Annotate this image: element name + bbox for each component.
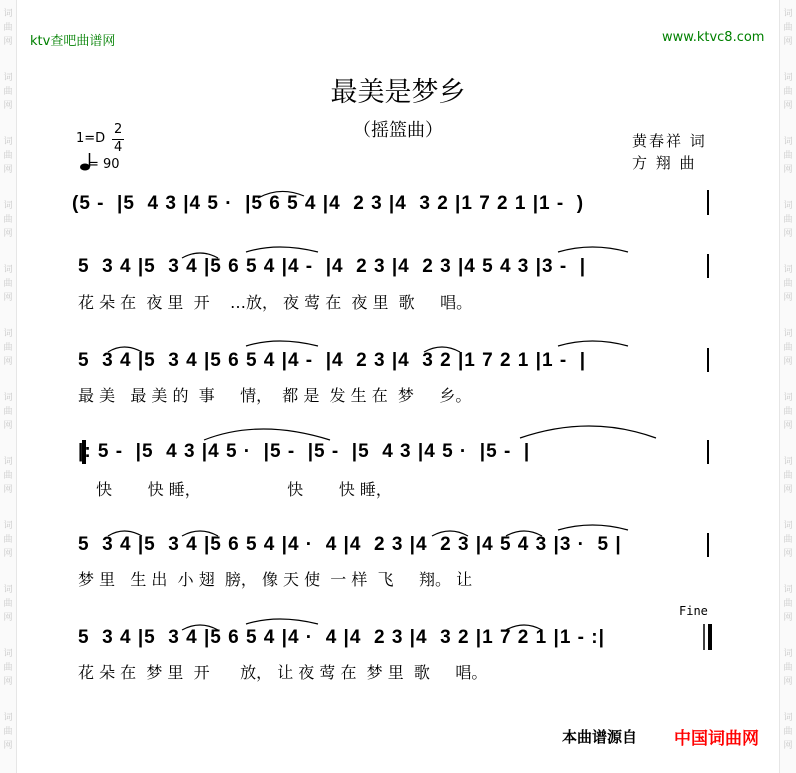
watermark-char: 曲 xyxy=(3,471,13,481)
watermark-char: 词 xyxy=(783,393,793,403)
watermark-char: 曲 xyxy=(3,599,13,609)
watermark-char: 网 xyxy=(783,485,793,495)
watermark-char: 曲 xyxy=(3,663,13,673)
watermark-char: 网 xyxy=(3,357,13,367)
watermark-char: 曲 xyxy=(783,471,793,481)
time-signature-bottom: 4 xyxy=(114,140,123,155)
watermark-char: 网 xyxy=(3,421,13,431)
watermark-char: 词 xyxy=(783,457,793,467)
watermark-char: 曲 xyxy=(3,727,13,737)
slur-line-4a xyxy=(204,429,330,440)
slur-line-3b xyxy=(246,341,318,346)
watermark-char: 曲 xyxy=(3,535,13,545)
fine-marking: Fine xyxy=(679,604,708,618)
watermark-char: 网 xyxy=(783,165,793,175)
score-line-6-notes: 5 3 4 |5 3 4 |5 6 5 4 |4 · 4 |4 2 3 |4 3 2 |1 7 2 1 |1 - :| xyxy=(78,627,605,648)
watermark-char: 词 xyxy=(3,521,13,531)
watermark-char: 网 xyxy=(783,677,793,687)
watermark-char: 网 xyxy=(783,549,793,559)
watermark-char: 曲 xyxy=(783,87,793,97)
watermark-char: 网 xyxy=(783,613,793,623)
watermark-char: 曲 xyxy=(3,407,13,417)
watermark-char: 网 xyxy=(783,37,793,47)
watermark-char: 词 xyxy=(783,201,793,211)
watermark-char: 网 xyxy=(3,677,13,687)
watermark-char: 词 xyxy=(3,649,13,659)
watermark-char: 词 xyxy=(783,137,793,147)
source-label: 本曲谱源自 xyxy=(562,728,638,746)
watermark-char: 网 xyxy=(783,229,793,239)
song-title: 最美是梦乡 xyxy=(330,77,466,108)
watermark-char: 网 xyxy=(3,229,13,239)
watermark-char: 网 xyxy=(783,741,793,751)
watermark-char: 词 xyxy=(3,393,13,403)
watermark-char: 网 xyxy=(3,549,13,559)
watermark-char: 词 xyxy=(3,457,13,467)
score-line-5-lyrics: 梦 里 生 出 小 翅 膀， 像 天 使 一 样 飞 翔。 让 xyxy=(78,570,473,589)
watermark-char: 曲 xyxy=(3,279,13,289)
watermark-char: 曲 xyxy=(783,23,793,33)
watermark-char: 曲 xyxy=(3,215,13,225)
watermark-char: 网 xyxy=(3,613,13,623)
watermark-char: 曲 xyxy=(783,407,793,417)
watermark-char: 曲 xyxy=(783,535,793,545)
watermark-char: 词 xyxy=(3,9,13,19)
slur-line-2c xyxy=(558,247,628,252)
slur-line-2b xyxy=(246,247,318,252)
score-line-1-notes: (5 - |5 4 3 |4 5 · |5 6 5 4 |4 2 3 |4 3 2 |1 7 2 1 |1 - ) xyxy=(72,193,585,214)
watermark-char: 曲 xyxy=(783,151,793,161)
watermark-char: 网 xyxy=(3,741,13,751)
slur-line-3d xyxy=(558,341,628,346)
watermark-char: 曲 xyxy=(783,727,793,737)
key-signature: 1=D xyxy=(76,131,106,146)
watermark-char: 词 xyxy=(783,73,793,83)
watermark-char: 词 xyxy=(3,585,13,595)
watermark-char: 曲 xyxy=(3,343,13,353)
watermark-char: 曲 xyxy=(783,599,793,609)
watermark-char: 词 xyxy=(783,329,793,339)
watermark-char: 网 xyxy=(783,421,793,431)
score-line-6-lyrics: 花 朵 在 梦 里 开 放， 让 夜 莺 在 梦 里 歌 唱。 xyxy=(78,663,488,682)
watermark-char: 词 xyxy=(783,265,793,275)
watermark-char: 词 xyxy=(3,201,13,211)
watermark-char: 词 xyxy=(783,521,793,531)
watermark-char: 词 xyxy=(783,585,793,595)
watermark-char: 曲 xyxy=(3,23,13,33)
score-line-2-lyrics: 花 朵 在 夜 里 开 …放， 夜 莺 在 夜 里 歌 唱。 xyxy=(78,293,473,312)
site-url-right[interactable]: www.ktvc8.com xyxy=(662,30,765,45)
slur-line-6b xyxy=(246,619,318,624)
score-line-4-notes: |: 5 - |5 4 3 |4 5 · |5 - |5 - |5 4 3 |4 5 · |5 - | xyxy=(78,441,531,462)
score-line-2-notes: 5 3 4 |5 3 4 |5 6 5 4 |4 - |4 2 3 |4 2 3 |4 5 4 3 |3 - | xyxy=(78,256,587,277)
watermark-char: 曲 xyxy=(3,87,13,97)
watermark-char: 词 xyxy=(783,9,793,19)
score-line-4-lyrics: 快 快 睡， 快 快 睡， xyxy=(96,480,392,499)
watermark-char: 词 xyxy=(3,137,13,147)
watermark-char: 词 xyxy=(783,649,793,659)
song-subtitle: （摇篮曲） xyxy=(353,120,443,141)
site-name-left[interactable]: ktv查吧曲谱网 xyxy=(30,34,116,49)
time-signature-divider xyxy=(112,139,124,140)
watermark-char: 网 xyxy=(3,165,13,175)
lyricist-credit: 黄春祥 词 xyxy=(632,132,707,150)
tempo-marking: = 90 xyxy=(88,157,120,172)
watermark-char: 曲 xyxy=(783,279,793,289)
watermark-char: 网 xyxy=(3,485,13,495)
source-site-link[interactable]: 中国词曲网 xyxy=(674,729,759,749)
watermark-char: 网 xyxy=(3,293,13,303)
score-line-5-notes: 5 3 4 |5 3 4 |5 6 5 4 |4 · 4 |4 2 3 |4 2 3 |4 5 4 3 |3 · 5 | xyxy=(78,534,622,555)
watermark-char: 词 xyxy=(783,713,793,723)
watermark-char: 词 xyxy=(3,73,13,83)
watermark-char: 词 xyxy=(3,713,13,723)
watermark-char: 网 xyxy=(783,357,793,367)
watermark-char: 曲 xyxy=(783,663,793,673)
watermark-char: 网 xyxy=(3,37,13,47)
watermark-char: 词 xyxy=(3,265,13,275)
slur-line-5e xyxy=(558,525,628,530)
watermark-char: 网 xyxy=(783,293,793,303)
watermark-char: 网 xyxy=(3,101,13,111)
composer-credit: 方 翔 曲 xyxy=(632,154,697,172)
score-line-3-lyrics: 最 美 最 美 的 事 情， 都 是 发 生 在 梦 乡。 xyxy=(78,386,472,405)
slur-line-4b xyxy=(520,426,656,438)
watermark-char: 词 xyxy=(3,329,13,339)
watermark-char: 曲 xyxy=(3,151,13,161)
watermark-char: 网 xyxy=(783,101,793,111)
time-signature-top: 2 xyxy=(114,122,123,137)
score-line-3-notes: 5 3 4 |5 3 4 |5 6 5 4 |4 - |4 2 3 |4 3 2 |1 7 2 1 |1 - | xyxy=(78,350,587,371)
watermark-char: 曲 xyxy=(783,343,793,353)
watermark-char: 曲 xyxy=(783,215,793,225)
